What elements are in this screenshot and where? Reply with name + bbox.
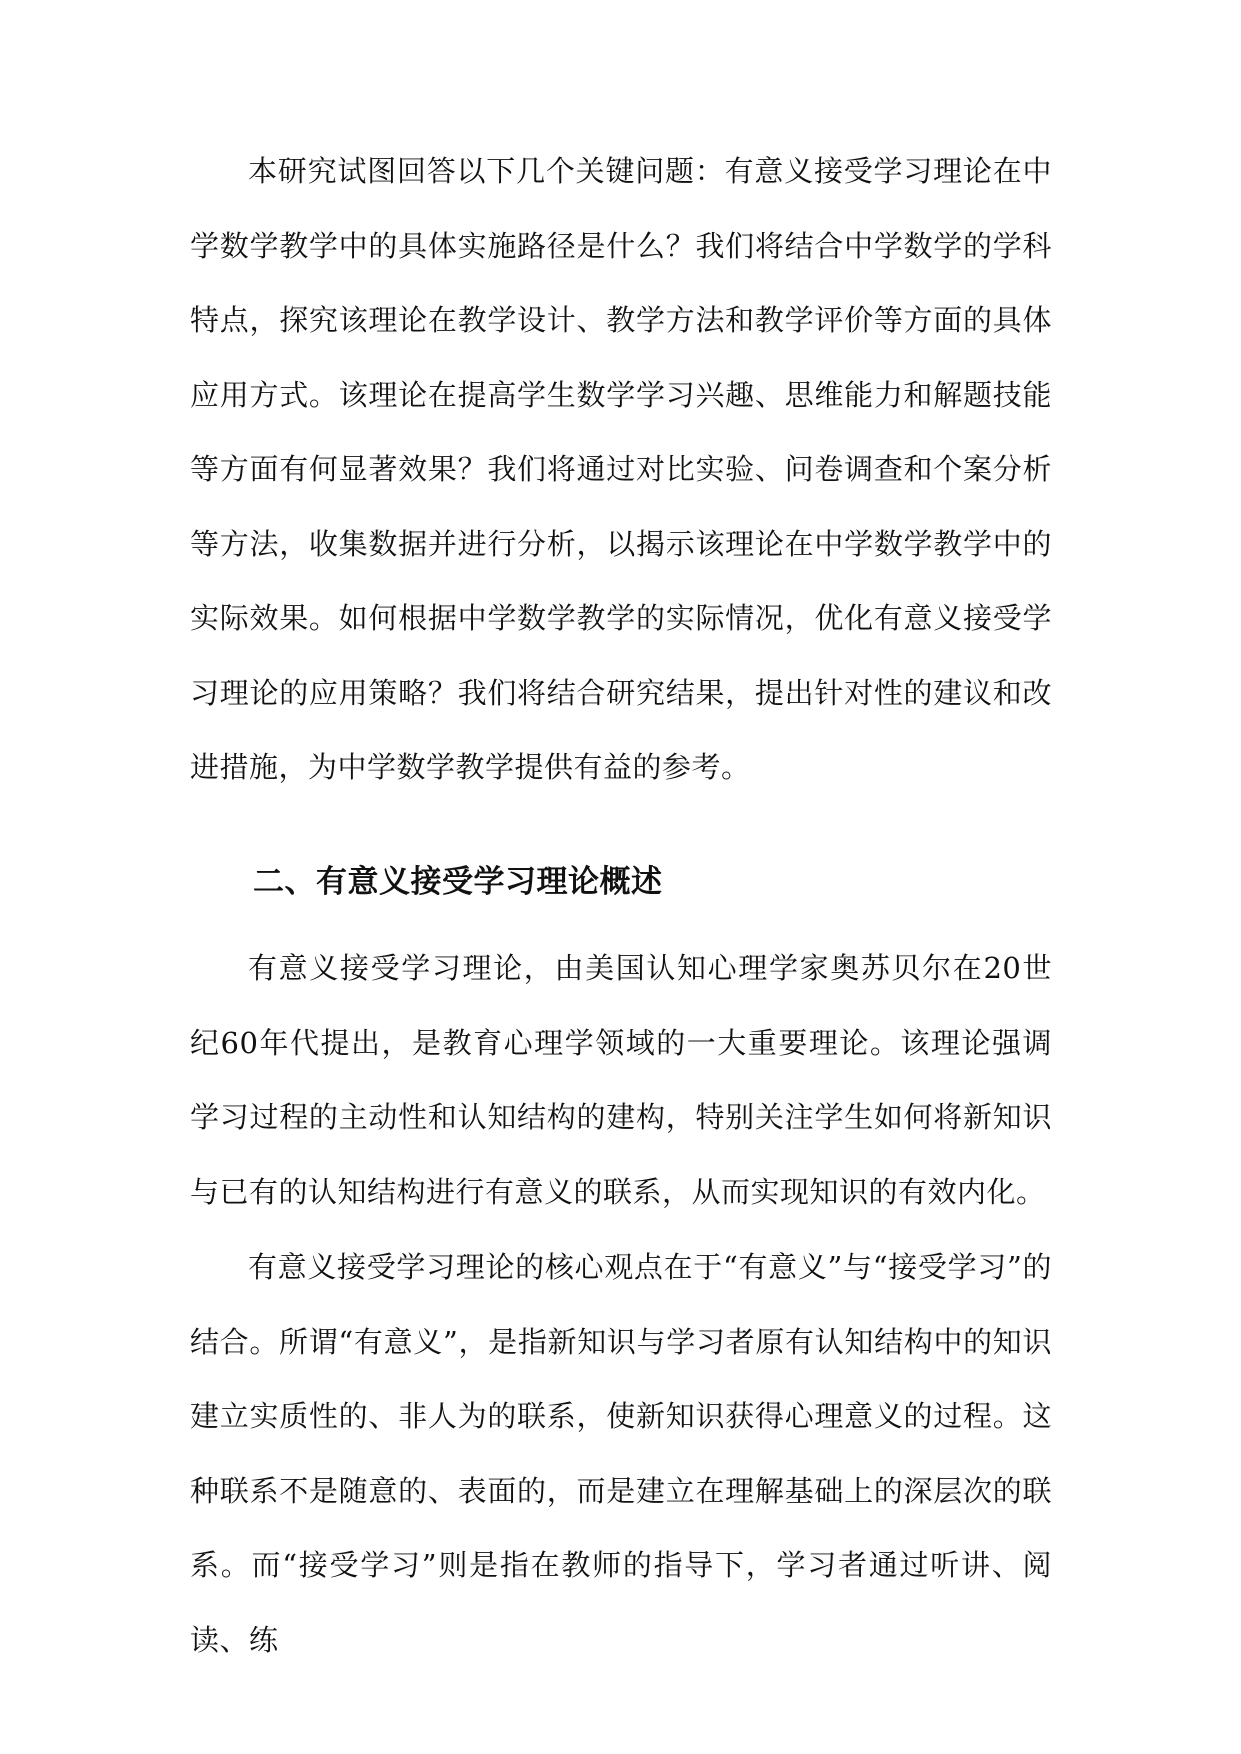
section-heading: 二、有意义接受学习理论概述 — [253, 864, 663, 900]
body-paragraph-theory-origin: 有意义接受学习理论，由美国认知心理学家奥苏贝尔在20世纪60年代提出，是教育心理学领域的一大重要理论。该理论强调学习过程的主动性和认知结构的建构，特别关注学生如何将新知识与已有的认知结构进行有意义的联系，从而实现知识的有效内化。 — [190, 951, 1052, 1209]
body-paragraph-research-questions: 本研究试图回答以下几个关键问题：有意义接受学习理论在中学数学教学中的具体实施路径是什么？我们将结合中学数学的学科特点，探究该理论在教学设计、教学方法和教学评价等方面的具体应用方式。该理论在提高学生数学学习兴趣、思维能力和解题技能等方面有何显著效果？我们将通过对比实验、问卷调查和个案分析等方法，收集数据并进行分析，以揭示该理论在中学数学教学中的实际效果。如何根据中学数学教学的实际情况，优化有意义接受学习理论的应用策略？我们将结合研究结果，提出针对性的建议和改进措施，为中学数学教学提供有益的参考。 — [190, 154, 1052, 784]
body-paragraph-core-viewpoint: 有意义接受学习理论的核心观点在于“有意义”与“接受学习”的结合。所谓“有意义”，是指新知识与学习者原有认知结构中的知识建立实质性的、非人为的联系，使新知识获得心理意义的过程。这种联系不是随意的、表面的，而是建立在理解基础上的深层次的联系。而“接受学习”则是指在教师的指导下，学习者通过听讲、阅读、练 — [190, 1250, 1052, 1657]
